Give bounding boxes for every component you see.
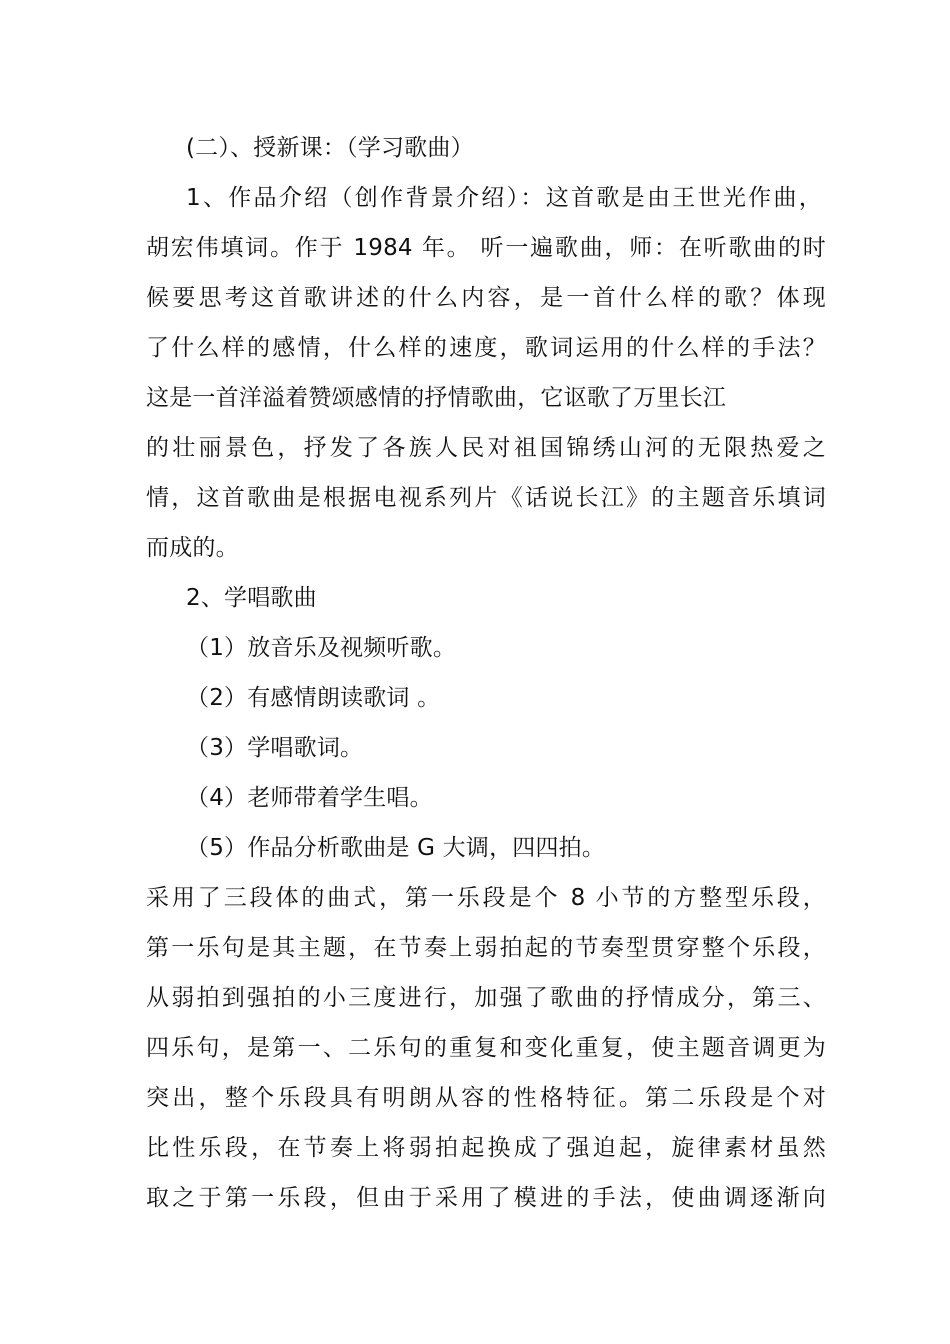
subsection-heading: 2、学唱歌曲 [186, 585, 317, 611]
paragraph-line: 这是一首洋溢着赞颂感情的抒情歌曲，它讴歌了万里长江 [146, 385, 726, 411]
paragraph-line: 取之于第一乐段，但由于采用了模进的手法，使曲调逐渐向 [146, 1185, 826, 1211]
section-heading: (二）、授新课：（学习歌曲） [186, 135, 474, 161]
list-item: （1）放音乐及视频听歌。 [186, 635, 457, 661]
paragraph-line: 而成的。 [146, 535, 239, 561]
list-item: （3）学唱歌词。 [186, 735, 364, 761]
paragraph-line: 的壮丽景色，抒发了各族人民对祖国锦绣山河的无限热爱之 [146, 435, 826, 461]
paragraph-line: 了什么样的感情，什么样的速度，歌词运用的什么样的手法？ [146, 335, 826, 361]
paragraph-line: 1、作品介绍（创作背景介绍）：这首歌是由王世光作曲， [186, 185, 822, 211]
paragraph-line: 候要思考这首歌讲述的什么内容，是一首什么样的歌？体现 [146, 285, 826, 311]
paragraph-line: 胡宏伟填词。作于 1984 年。 听一遍歌曲，师：在听歌曲的时 [146, 235, 826, 261]
list-item: （5）作品分析歌曲是 G 大调，四四拍。 [186, 835, 606, 861]
paragraph-line: 从弱拍到强拍的小三度进行，加强了歌曲的抒情成分，第三、 [146, 985, 826, 1011]
list-item: （4）老师带着学生唱。 [186, 785, 433, 811]
paragraph-line: 比性乐段，在节奏上将弱拍起换成了强迫起，旋律素材虽然 [146, 1135, 826, 1161]
paragraph-line: 突出，整个乐段具有明朗从容的性格特征。第二乐段是个对 [146, 1085, 826, 1111]
paragraph-line: 四乐句，是第一、二乐句的重复和变化重复，使主题音调更为 [146, 1035, 826, 1061]
paragraph-line: 第一乐句是其主题，在节奏上弱拍起的节奏型贯穿整个乐段， [146, 935, 826, 961]
paragraph-line: 情，这首歌曲是根据电视系列片《话说长江》的主题音乐填词 [146, 485, 826, 511]
paragraph-line: 采用了三段体的曲式，第一乐段是个 8 小节的方整型乐段， [146, 885, 826, 911]
list-item: （2）有感情朗读歌词 。 [186, 685, 441, 711]
